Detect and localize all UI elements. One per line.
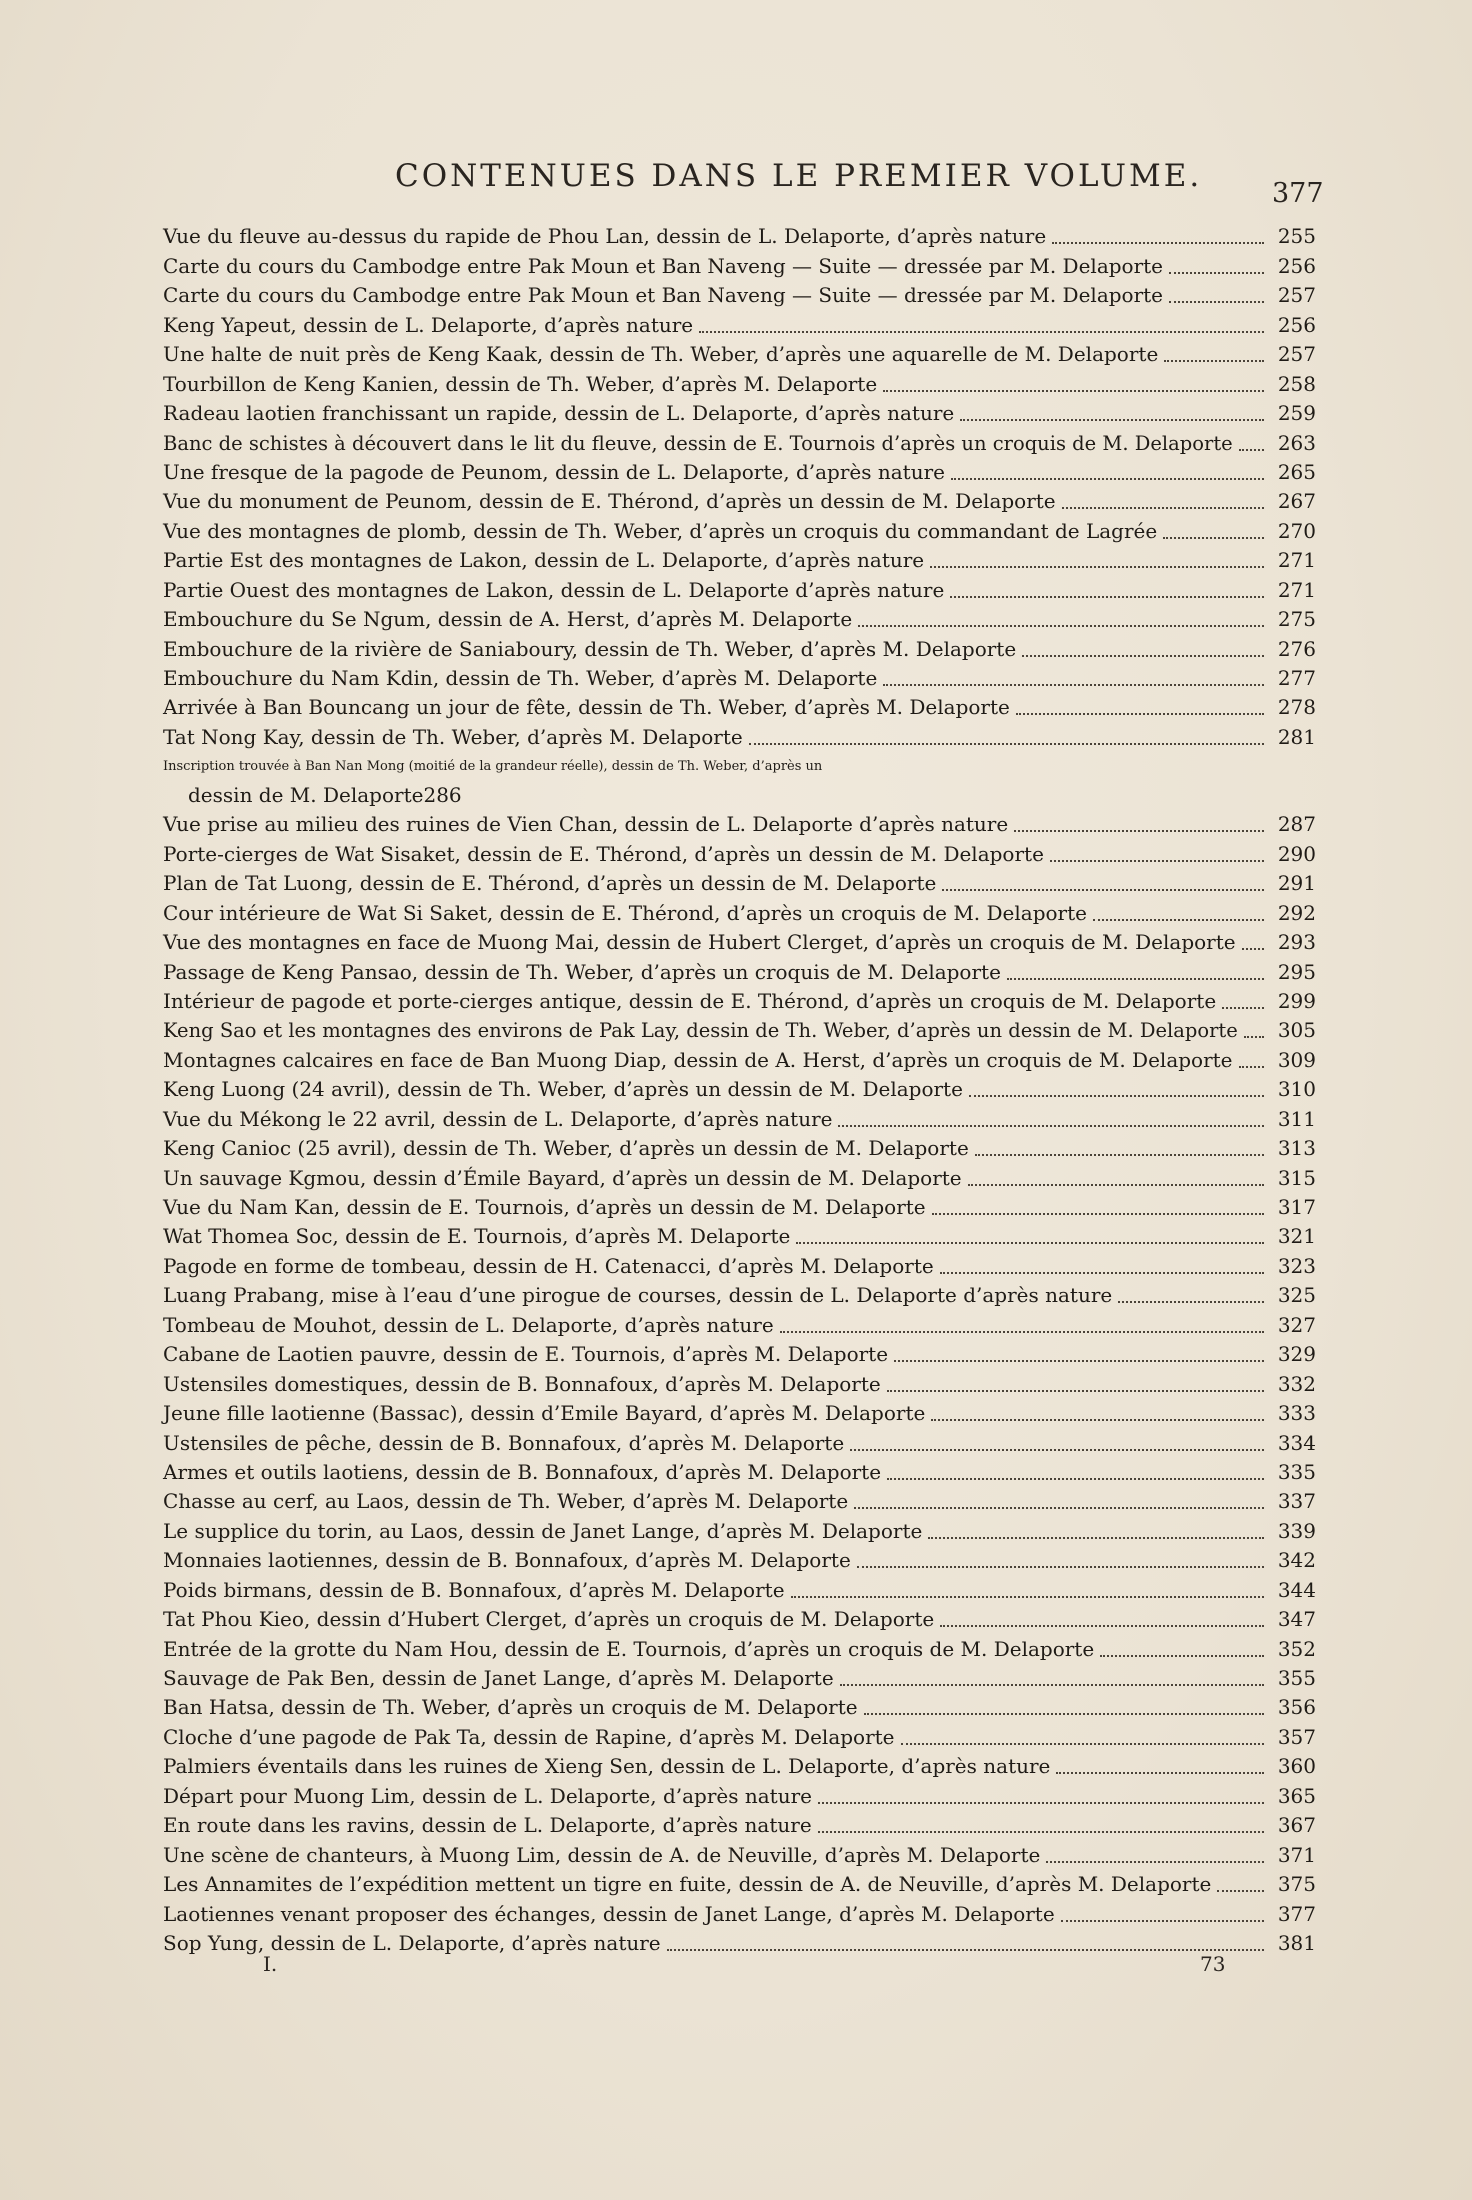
dot-leader [968,1183,1264,1186]
dot-leader [883,389,1264,392]
dot-leader [930,565,1264,568]
dot-leader [1050,859,1264,862]
entry-page: 310 [1277,1077,1316,1102]
toc-entry [163,693,1316,722]
entry-title: Plan de Tat Luong, dessin de E. Thérond, d’après un dessin de M. Delaporte [163,871,937,896]
toc-entry [163,487,1316,516]
entry-title: Cour intérieure de Wat Si Saket, dessin de E. Thérond, d’après un croquis de M. Delaporte [163,900,1087,925]
entry-title-line2-row [163,781,1316,810]
dot-leader [667,1948,1264,1951]
entry-title: Porte-cierges de Wat Sisaket, dessin de E. Thérond, d’après un dessin de M. Delaporte [163,841,1044,866]
entry-page: 317 [1277,1195,1316,1219]
entry-page: 381 [1277,1930,1316,1955]
entry-title: Cloche d’une pagode de Pak Ta, dessin de Rapine, d’après M. Delaporte [163,1724,895,1749]
toc-entry [163,281,1316,310]
entry-page: 371 [1277,1842,1316,1867]
toc-entry [163,1075,1316,1104]
dot-leader [1062,506,1264,509]
dot-leader [932,1212,1264,1215]
entry-title: Vue des montagnes en face de Muong Mai, dessin de Hubert Clerget, d’après un croquis de M. Delaporte [163,930,1236,955]
entry-title: Banc de schistes à découvert dans le lit du fleuve, dessin de E. Tournois d’après un croquis de M. Delaporte [163,431,1233,455]
table-of-illustrations [163,222,1316,1958]
toc-entry [163,928,1316,957]
entry-page: 291 [1277,871,1316,896]
entry-page: 271 [1277,548,1316,573]
toc-entry [163,369,1316,398]
entry-title: Ustensiles de pêche, dessin de B. Bonnafoux, d’après M. Delaporte [163,1430,845,1455]
entry-page: 323 [1277,1253,1316,1278]
entry-title: Tat Phou Kieo, dessin d’Hubert Clerget, d’après un croquis de M. Delaporte [163,1607,935,1632]
entry-page: 377 [1277,1901,1316,1926]
dot-leader [854,1506,1264,1509]
entry-page: 309 [1277,1047,1316,1072]
dot-leader [1056,1771,1264,1774]
entry-title: Embouchure du Se Ngum, dessin de A. Herst, d’après M. Delaporte [163,607,853,632]
entry-page: 332 [1277,1371,1316,1396]
toc-entry [163,1369,1316,1398]
entry-title: Intérieur de pagode et porte-cierges antique, dessin de E. Thérond, d’après un croquis de M. Delaporte [163,988,1217,1013]
entry-title: Carte du cours du Cambodge entre Pak Moun et Ban Naveng — Suite — dressée par M. Delaporte [163,253,1164,278]
entry-page: 256 [1277,253,1316,278]
page-number: 377 [1272,178,1324,209]
dot-leader [1222,1006,1264,1009]
dot-leader [857,1565,1264,1568]
entry-title: Jeune fille laotienne (Bassac), dessin d’Emile Bayard, d’après M. Delaporte [163,1401,926,1426]
entry-title: Tourbillon de Keng Kanien, dessin de Th. Weber, d’après M. Delaporte [163,371,878,396]
dot-leader [749,742,1264,745]
toc-entry [163,1163,1316,1192]
dot-leader [1061,1919,1264,1922]
toc-entry [163,1840,1316,1869]
dot-leader [960,418,1264,421]
entry-title: Ban Hatsa, dessin de Th. Weber, d’après un croquis de M. Delaporte [163,1695,858,1720]
dot-leader [840,1683,1264,1686]
dot-leader [1022,654,1264,657]
entry-page: 375 [1277,1872,1316,1897]
entry-title: Partie Ouest des montagnes de Lakon, dessin de L. Delaporte d’après nature [163,577,945,602]
entry-page: 352 [1277,1636,1316,1661]
entry-page: 334 [1277,1430,1316,1455]
entry-page: 259 [1277,401,1316,426]
toc-entry [163,1399,1316,1428]
entry-page: 276 [1277,636,1316,661]
entry-title: Radeau laotien franchissant un rapide, dessin de L. Delaporte, d’après nature [163,401,955,426]
toc-entry [163,222,1316,251]
dot-leader [1169,300,1264,303]
entry-title: Vue prise au milieu des ruines de Vien Chan, dessin de L. Delaporte d’après nature [163,812,1009,837]
entry-title: Vue du fleuve au-dessus du rapide de Phou Lan, dessin de L. Delaporte, d’après nature [163,224,1047,249]
entry-title: Luang Prabang, mise à l’eau d’une pirogue de courses, dessin de L. Delaporte d’après nature [163,1283,1113,1308]
toc-entry [163,1134,1316,1163]
entry-title: Une halte de nuit près de Keng Kaak, dessin de Th. Weber, d’après une aquarelle de M. Delaporte [163,342,1159,367]
toc-entry [163,428,1316,457]
entry-page: 257 [1277,283,1316,308]
toc-entry [163,458,1316,487]
folio-number: 73 [1200,1952,1226,1976]
toc-group-2 [163,810,1316,1958]
entry-page: 255 [1277,224,1316,249]
entry-title: Les Annamites de l’expédition mettent un tigre en fuite, dessin de A. de Neuville, d’après M. Delaporte [163,1872,1212,1897]
dot-leader [950,595,1264,598]
entry-title: Poids birmans, dessin de B. Bonnafoux, d’après M. Delaporte [163,1577,785,1602]
toc-entry [163,1664,1316,1693]
entry-page: 360 [1277,1754,1316,1779]
entry-page: 277 [1277,666,1316,690]
entry-page: 271 [1277,577,1316,602]
entry-title: En route dans les ravins, dessin de L. Delaporte, d’après nature [163,1813,812,1838]
dot-leader [887,1477,1264,1480]
entry-title: Tombeau de Mouhot, dessin de L. Delaporte, d’après nature [163,1312,774,1337]
toc-entry [163,1458,1316,1487]
entry-title: Keng Canioc (25 avril), dessin de Th. Weber, d’après un dessin de M. Delaporte [163,1136,969,1161]
dot-leader [1242,947,1264,950]
entry-title: Laotiennes venant proposer des échanges, dessin de Janet Lange, d’après M. Delaporte [163,1901,1055,1926]
entry-page: 313 [1277,1136,1316,1161]
running-title: CONTENUES DANS LE PREMIER VOLUME. [395,158,1203,194]
toc-entry [163,898,1316,927]
dot-leader [969,1094,1264,1097]
dot-leader [951,477,1264,480]
toc-entry [163,1781,1316,1810]
dot-leader [850,1448,1264,1451]
entry-page: 329 [1277,1342,1316,1367]
toc-entry [163,869,1316,898]
dot-leader [1007,977,1264,980]
entry-title: Une fresque de la pagode de Peunom, dessin de L. Delaporte, d’après nature [163,459,945,484]
dot-leader [928,1536,1264,1539]
dot-leader [1164,359,1264,362]
entry-title: Palmiers éventails dans les ruines de Xieng Sen, dessin de L. Delaporte, d’après nature [163,1754,1051,1779]
toc-entry [163,1222,1316,1251]
entry-title: Sauvage de Pak Ben, dessin de Janet Lange, d’après M. Delaporte [163,1666,834,1690]
dot-leader [887,1389,1264,1392]
dot-leader [791,1595,1264,1598]
dot-leader [818,1801,1264,1804]
dot-leader [942,888,1264,891]
entry-page: 339 [1277,1518,1316,1543]
dot-leader [864,1712,1264,1715]
entry-page: 278 [1277,695,1316,720]
toc-entry [163,575,1316,604]
entry-page: 335 [1277,1459,1316,1484]
entry-page: 267 [1277,489,1316,514]
entry-page: 325 [1277,1283,1316,1308]
entry-title-line2: dessin de M. Delaporte [188,782,424,807]
dot-leader [1239,1065,1264,1068]
entry-title: Entrée de la grotte du Nam Hou, dessin de E. Tournois, d’après un croquis de M. Delaporte [163,1636,1095,1661]
toc-entry [163,1516,1316,1545]
toc-entry [163,310,1316,339]
entry-page: 263 [1277,430,1316,455]
entry-page: 311 [1277,1106,1316,1131]
entry-page: 321 [1277,1224,1316,1249]
entry-title: Chasse au cerf, au Laos, dessin de Th. Weber, d’après M. Delaporte [163,1489,849,1514]
toc-entry [163,340,1316,369]
dot-leader [1239,448,1264,451]
entry-page: 257 [1277,342,1316,367]
entry-page: 367 [1277,1813,1316,1838]
entry-page: 293 [1277,930,1316,955]
toc-group-1 [163,222,1316,752]
toc-entry [163,1722,1316,1751]
entry-title: Wat Thomea Soc, dessin de E. Tournois, d’après M. Delaporte [163,1224,791,1249]
toc-entry [163,839,1316,868]
toc-entry [163,1193,1316,1222]
dot-leader [894,1359,1264,1362]
entry-title: Monnaies laotiennes, dessin de B. Bonnafoux, d’après M. Delaporte [163,1548,851,1573]
toc-entry [163,957,1316,986]
entry-page: 275 [1277,607,1316,632]
toc-entry [163,1605,1316,1634]
toc-entry [163,1487,1316,1516]
toc-entry [163,987,1316,1016]
toc-entry [163,251,1316,280]
toc-entry [163,664,1316,693]
entry-page: 344 [1277,1577,1316,1602]
dot-leader [1163,536,1264,539]
toc-entry [163,1016,1316,1045]
dot-leader [1244,1035,1264,1038]
entry-page: 315 [1277,1165,1316,1190]
entry-title: Cabane de Laotien pauvre, dessin de E. Tournois, d’après M. Delaporte [163,1342,889,1367]
toc-entry [163,1104,1316,1133]
entry-page: 292 [1277,900,1316,925]
entry-page: 327 [1277,1312,1316,1337]
entry-title-line1: Inscription trouvée à Ban Nan Mong (moitié de la grandeur réelle), dessin de Th. Weber, d’après un [163,758,823,774]
toc-entry [163,1693,1316,1722]
dot-leader [1016,712,1264,715]
dot-leader [838,1124,1264,1127]
entry-title: Vue du monument de Peunom, dessin de E. Thérond, d’après un dessin de M. Delaporte [163,489,1056,514]
entry-title: Armes et outils laotiens, dessin de B. Bonnafoux, d’après M. Delaporte [163,1459,882,1484]
entry-page: 342 [1277,1548,1316,1573]
entry-page: 356 [1277,1695,1316,1720]
entry-page: 286 [423,782,462,807]
toc-entry [163,810,1316,839]
toc-entry [163,1752,1316,1781]
entry-title: Un sauvage Kgmou, dessin d’Émile Bayard, d’après un dessin de M. Delaporte [163,1165,962,1190]
toc-entry [163,1281,1316,1310]
entry-title: Une scène de chanteurs, à Muong Lim, dessin de A. de Neuville, d’après M. Delaporte [163,1842,1041,1867]
entry-title: Ustensiles domestiques, dessin de B. Bonnafoux, d’après M. Delaporte [163,1371,881,1396]
toc-entry [163,546,1316,575]
entry-page: 305 [1277,1018,1316,1043]
entry-page: 287 [1277,812,1316,837]
entry-page: 281 [1277,724,1316,749]
dot-leader [1014,829,1264,832]
page-footer [0,1952,1472,1982]
entry-title: Arrivée à Ban Bouncang un jour de fête, dessin de Th. Weber, d’après M. Delaporte [163,695,1010,720]
toc-entry [163,1251,1316,1280]
dot-leader [858,624,1264,627]
entry-page: 270 [1277,518,1316,543]
entry-title: Sop Yung, dessin de L. Delaporte, d’après nature [163,1930,661,1955]
dot-leader [1093,918,1264,921]
dot-leader [1217,1889,1264,1892]
toc-entry [163,1340,1316,1369]
entry-title: Passage de Keng Pansao, dessin de Th. Weber, d’après un croquis de M. Delaporte [163,959,1001,984]
entry-page: 295 [1277,959,1316,984]
entry-page: 355 [1277,1666,1316,1690]
dot-leader [1169,271,1264,274]
entry-page: 290 [1277,841,1316,866]
entry-page: 333 [1277,1401,1316,1426]
signature-mark: I. [263,1952,278,1976]
entry-title: Montagnes calcaires en face de Ban Muong Diap, dessin de A. Herst, d’après un croquis de M. Delaporte [163,1047,1233,1072]
dot-leader [1052,241,1264,244]
toc-entry [163,1870,1316,1899]
entry-title: Carte du cours du Cambodge entre Pak Moun et Ban Naveng — Suite — dressée par M. Delaporte [163,283,1164,308]
dot-leader [699,330,1264,333]
dot-leader [1046,1860,1264,1863]
entry-title: Le supplice du torin, au Laos, dessin de Janet Lange, d’après M. Delaporte [163,1518,923,1543]
dot-leader [1118,1300,1264,1303]
dot-leader [931,1418,1264,1421]
toc-entry [163,605,1316,634]
dot-leader [796,1241,1264,1244]
entry-title: Tat Nong Kay, dessin de Th. Weber, d’après M. Delaporte [163,724,743,749]
page-header [0,158,1472,208]
entry-title: Keng Luong (24 avril), dessin de Th. Weber, d’après un dessin de M. Delaporte [163,1077,963,1102]
entry-title: Embouchure du Nam Kdin, dessin de Th. Weber, d’après M. Delaporte [163,666,878,690]
toc-entry [163,1634,1316,1663]
entry-page: 337 [1277,1489,1316,1514]
toc-entry [163,1575,1316,1604]
entry-page: 265 [1277,459,1316,484]
toc-entry [163,1045,1316,1074]
toc-entry [163,1546,1316,1575]
toc-entry [163,1310,1316,1339]
entry-page: 357 [1277,1724,1316,1749]
toc-entry [163,1899,1316,1928]
dot-leader [1100,1654,1264,1657]
dot-leader [883,683,1264,686]
toc-entry-multiline [163,752,1316,810]
entry-page: 299 [1277,988,1316,1013]
dot-leader [818,1830,1264,1833]
entry-page: 365 [1277,1783,1316,1808]
toc-entry [163,634,1316,663]
entry-title: Vue du Nam Kan, dessin de E. Tournois, d’après un dessin de M. Delaporte [163,1195,926,1219]
dot-leader [780,1330,1264,1333]
entry-page: 256 [1277,312,1316,337]
dot-leader [940,1271,1264,1274]
entry-page: 347 [1277,1607,1316,1632]
entry-title: Embouchure de la rivière de Saniaboury, dessin de Th. Weber, d’après M. Delaporte [163,636,1017,661]
dot-leader [940,1624,1264,1627]
toc-entry [163,1811,1316,1840]
entry-title: Partie Est des montagnes de Lakon, dessin de L. Delaporte, d’après nature [163,548,925,573]
toc-entry [163,399,1316,428]
entry-title: Keng Sao et les montagnes des environs de Pak Lay, dessin de Th. Weber, d’après un dessin de M. Delaporte [163,1019,1238,1043]
entry-title: Vue des montagnes de plomb, dessin de Th. Weber, d’après un croquis du commandant de Lagrée [163,518,1158,543]
entry-title: Vue du Mékong le 22 avril, dessin de L. Delaporte, d’après nature [163,1106,833,1131]
toc-entry [163,516,1316,545]
entry-title: Keng Yapeut, dessin de L. Delaporte, d’après nature [163,312,694,337]
entry-page: 258 [1277,371,1316,396]
toc-entry [163,1428,1316,1457]
entry-title: Pagode en forme de tombeau, dessin de H. Catenacci, d’après M. Delaporte [163,1253,934,1278]
dot-leader [901,1742,1264,1745]
dot-leader [975,1153,1264,1156]
toc-entry [163,722,1316,751]
entry-title: Départ pour Muong Lim, dessin de L. Delaporte, d’après nature [163,1783,812,1808]
